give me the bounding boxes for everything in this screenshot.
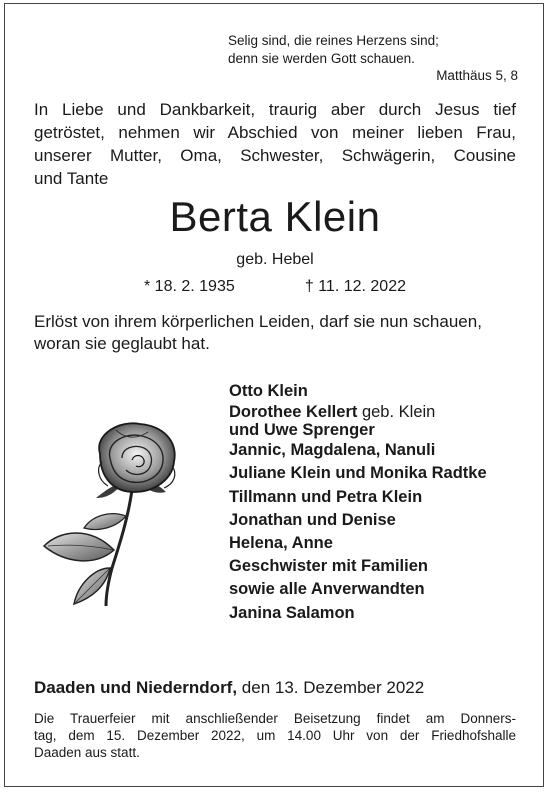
place-location: Daaden und Niederndorf, bbox=[34, 678, 238, 697]
mourner bbox=[229, 403, 529, 421]
rose-icon bbox=[40, 418, 200, 608]
bible-verse bbox=[228, 32, 518, 85]
funeral-line: tag, dem 15. Dezember 2022, um 14.00 Uhr von der Friedhofshalle bbox=[34, 728, 516, 743]
mourner-name: Dorothee Kellert bbox=[229, 403, 358, 422]
release-line-1: Erlöst von ihrem körperlichen Leiden, darf sie nun schauen, bbox=[34, 312, 482, 331]
mourner-maiden-name: geb. Klein bbox=[357, 403, 436, 422]
mourner: sowie alle Anverwandten bbox=[229, 580, 425, 599]
verse-line-2: denn sie werden Gott schauen. bbox=[228, 50, 415, 66]
mourner: und Uwe Sprenger bbox=[229, 421, 375, 440]
funeral-line: Daaden aus statt. bbox=[34, 745, 140, 760]
mourner: Tillmann und Petra Klein bbox=[229, 487, 423, 506]
birth-date: * 18. 2. 1935 bbox=[144, 278, 235, 295]
maiden-name: geb. Hebel bbox=[236, 251, 314, 268]
mourner: Janina Salamon bbox=[229, 603, 355, 622]
verse-line-1: Selig sind, die reines Herzens sind; bbox=[228, 33, 439, 48]
release-text bbox=[34, 311, 516, 355]
verse-reference: Matthäus 5, 8 bbox=[436, 68, 518, 83]
intro-line: und Tante bbox=[34, 169, 109, 188]
mourners-list bbox=[229, 380, 529, 625]
notice-date: den 13. Dezember 2022 bbox=[237, 678, 425, 697]
intro-line: getröstet, nehmen wir Abschied von meiner lieben Frau, bbox=[34, 123, 516, 142]
mourner: Jannic, Magdalena, Nanuli bbox=[229, 441, 436, 460]
intro-text bbox=[34, 98, 516, 190]
funeral-line: Die Trauerfeier mit anschließender Beisetzung findet am Donners- bbox=[34, 711, 516, 726]
deceased-name: Berta Klein bbox=[169, 193, 381, 240]
intro-line: unserer Mutter, Oma, Schwester, Schwägerin, Cousine bbox=[34, 146, 516, 165]
death-date: † 11. 12. 2022 bbox=[304, 278, 406, 295]
mourner: Helena, Anne bbox=[229, 534, 333, 553]
place-and-date bbox=[34, 677, 516, 699]
mourner: Otto Klein bbox=[229, 382, 308, 400]
release-line-2: woran sie geglaubt hat. bbox=[34, 334, 210, 353]
mourner: Juliane Klein und Monika Radtke bbox=[229, 464, 487, 483]
intro-line: In Liebe und Dankbarkeit, traurig aber durch Jesus tief bbox=[34, 100, 516, 119]
mourner: Geschwister mit Familien bbox=[229, 557, 428, 576]
funeral-notice bbox=[34, 710, 516, 761]
mourner: Jonathan und Denise bbox=[229, 510, 396, 529]
